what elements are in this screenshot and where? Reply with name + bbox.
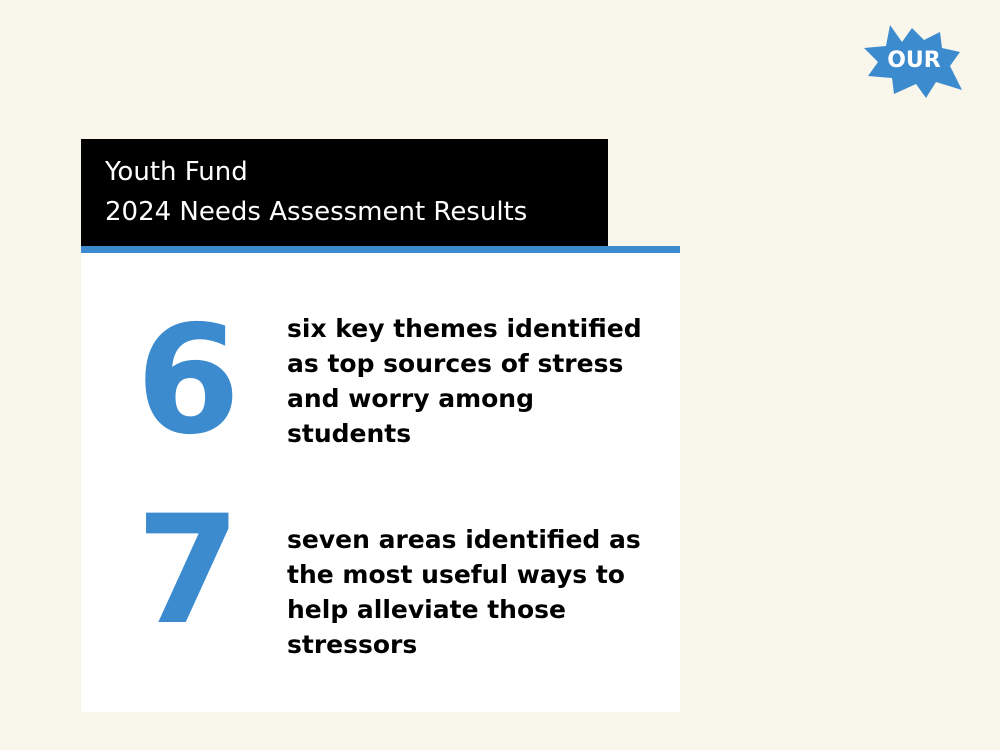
stat-text-six: six key themes identified as top sources of stress and worry among students: [287, 314, 642, 448]
title-banner: [81, 139, 608, 246]
stats-card: [81, 246, 680, 712]
stat-number-seven: 7: [136, 484, 241, 658]
title-line-1: Youth Fund: [105, 157, 248, 187]
title-line-2: 2024 Needs Assessment Results: [105, 197, 528, 227]
stat-text-seven: seven areas identified as the most useful ways to help alleviate those stressors: [287, 525, 641, 659]
logo-text: OUR: [887, 48, 941, 73]
stat-number-six: 6: [136, 294, 241, 468]
our-logo: [862, 22, 966, 102]
accent-bar: [81, 246, 680, 253]
